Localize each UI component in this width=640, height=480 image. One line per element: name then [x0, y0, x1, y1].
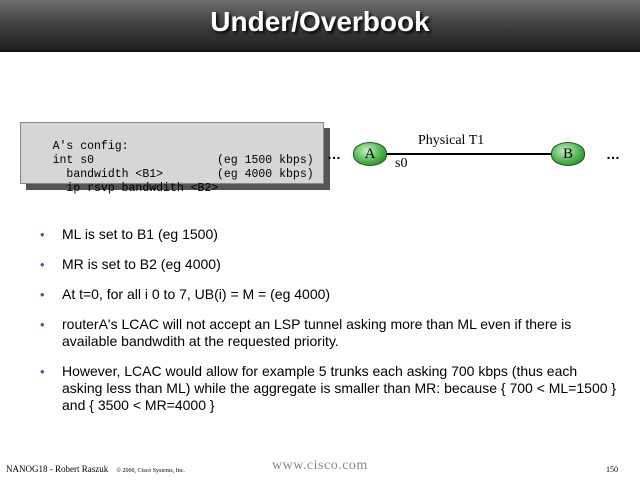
bullet-item: [40, 363, 620, 414]
config-box: [20, 122, 324, 195]
slide-title: Under/Overbook: [210, 6, 430, 37]
config-line-right: (eg 1500 kbps): [217, 154, 314, 167]
bullet-dot: •: [40, 257, 45, 272]
ellipsis-right: …: [606, 146, 619, 162]
bullet-list: [40, 226, 620, 427]
interface-label: s0: [395, 156, 408, 171]
physical-link-line: [387, 153, 551, 155]
footer-author-text: NANOG18 - Robert Raszuk: [6, 464, 109, 474]
bullet-text: routerA's LCAC will not accept an LSP tunnel asking more than ML even if there is available bandwdith at the requested priority.: [62, 316, 572, 349]
router-b: B: [551, 142, 585, 166]
config-line-left: A's config:: [52, 140, 129, 153]
bullet-item: [40, 286, 620, 303]
config-line-left: int s0: [52, 154, 95, 167]
config-line: [25, 168, 319, 195]
footer-author: [6, 464, 185, 474]
router-a: A: [353, 142, 387, 166]
footer-copyright: © 2000, Cisco Systems, Inc.: [116, 468, 185, 474]
config-line: [25, 126, 319, 153]
bullet-item: [40, 256, 620, 273]
bullet-item: [40, 316, 620, 350]
bullet-text: At t=0, for all i 0 to 7, UB(i) = M = (eg 4000): [62, 286, 331, 302]
link-label: Physical T1: [418, 133, 485, 148]
bullet-text: MR is set to B2 (eg 4000): [62, 256, 221, 272]
ellipsis-left: …: [327, 146, 340, 162]
config-line-left: bandwidth <B1>: [52, 168, 164, 181]
title-bar: [0, 0, 640, 52]
bullet-dot: •: [40, 227, 45, 242]
bullet-dot: •: [40, 287, 45, 302]
config-line-left: ip rsvp bandwdith <B2>: [52, 182, 219, 195]
footer-url[interactable]: www.cisco.com: [272, 458, 368, 473]
config-line-right: (eg 4000 kbps): [217, 168, 314, 181]
bullet-text: ML is set to B1 (eg 1500): [62, 226, 218, 242]
bullet-dot: •: [40, 317, 45, 332]
bullet-dot: •: [40, 364, 45, 379]
bullet-item: [40, 226, 620, 243]
bullet-text: However, LCAC would allow for example 5 trunks each asking 700 kbps (thus each asking less than ML) while the aggregate is smaller than MR: because { 700 < ML=1500 } and { 3500 < MR=4000 }: [62, 363, 617, 413]
page-number: 150: [606, 465, 618, 474]
